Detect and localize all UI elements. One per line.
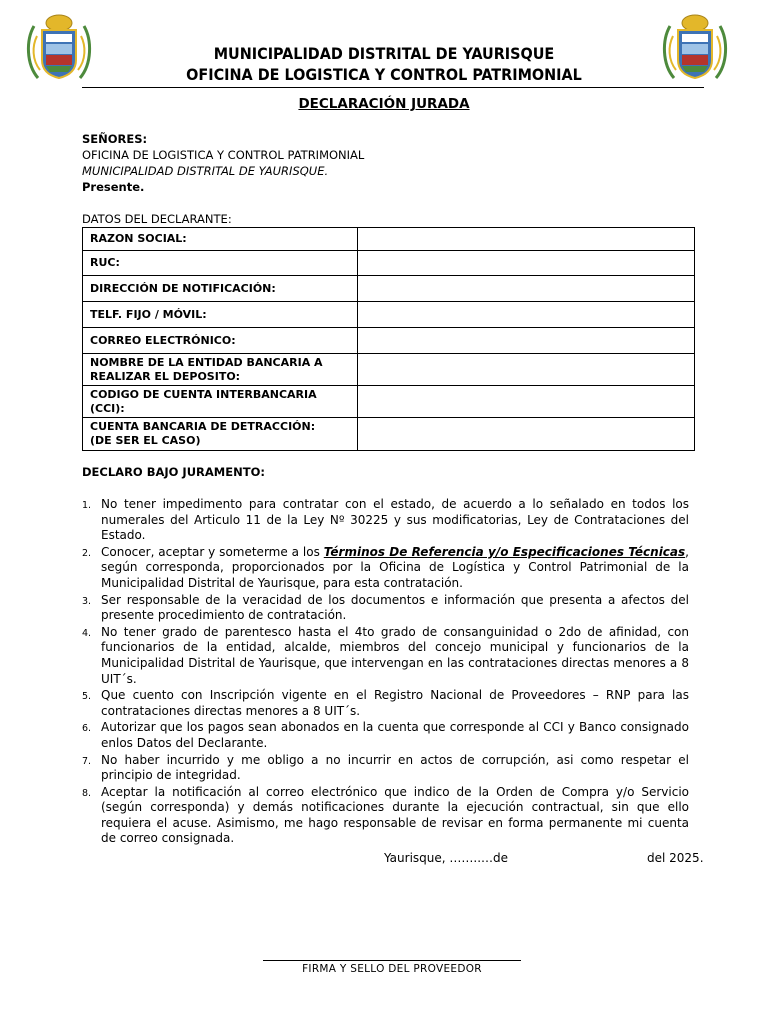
list-item: 7. No haber incurrido y me obligo a no incurrir en actos de corrupción, asi como respetar el principio de integridad. — [82, 752, 689, 783]
declarant-table — [82, 227, 695, 451]
detraction-account-field[interactable] — [358, 418, 695, 451]
year-text: del 2025. — [647, 851, 704, 865]
signature-label: FIRMA Y SELLO DEL PROVEEDOR — [302, 963, 482, 975]
row-label: CORREO ELECTRÓNICO: — [83, 328, 358, 354]
table-row — [83, 276, 695, 302]
addressee-municipality: MUNICIPALIDAD DISTRITAL DE YAURISQUE. — [82, 164, 329, 178]
addressee-presente: Presente. — [82, 180, 145, 194]
municipality-name: MUNICIPALIDAD DISTRITAL DE YAURISQUE — [213, 44, 555, 63]
cci-field[interactable] — [358, 386, 695, 418]
addressee-greeting: SEÑORES: — [82, 132, 148, 146]
email-field[interactable] — [358, 328, 695, 354]
bank-name-field[interactable] — [358, 354, 695, 386]
table-row — [83, 354, 695, 386]
list-item: 8. Aceptar la notificación al correo electrónico que indico de la Orden de Compra y/o Servicio (según corresponda) y demás notificaciones durante la ejecución contractual, sin que ello requiera el acuse. Asimismo, me hago responsable de revisar en forma permanente mi cuenta de correo consignada. — [82, 784, 689, 846]
table-row — [83, 386, 695, 418]
oath-heading: DECLARO BAJO JURAMENTO: — [82, 465, 265, 479]
declarant-heading: DATOS DEL DECLARANTE: — [82, 212, 232, 226]
row-label: RAZON SOCIAL: — [83, 228, 358, 251]
row-label: CUENTA BANCARIA DE DETRACCIÓN: (DE SER EL CASO) — [83, 418, 358, 451]
row-label: CODIGO DE CUENTA INTERBANCARIA (CCI): — [83, 386, 358, 418]
table-row — [83, 418, 695, 451]
list-item: 1. No tener impedimento para contratar con el estado, de acuerdo a lo señalado en todos los numerales del Articulo 11 de la Ley Nº 30225 y sus modificatorias, Ley de Contrataciones del Estado. — [82, 497, 689, 543]
razon-social-field[interactable] — [358, 228, 695, 251]
row-label: TELF. FIJO / MÓVIL: — [83, 302, 358, 328]
header-divider — [82, 87, 704, 88]
ruc-field[interactable] — [358, 251, 695, 276]
list-item: 4. No tener grado de parentesco hasta el 4to grado de consanguinidad o 2do de afinidad, con funcionarios de la entidad, alcalde, miembros del concejo municipal y funcionarios de la Municipalidad Distrital de Yaurisque, que intervengan en las contrataciones directas menores a 8 UIT´s. — [82, 624, 689, 686]
table-row — [83, 228, 695, 251]
row-label: DIRECCIÓN DE NOTIFICACIÓN: — [83, 276, 358, 302]
address-field[interactable] — [358, 276, 695, 302]
declaration-list — [82, 497, 689, 848]
phone-field[interactable] — [358, 302, 695, 328]
row-label: NOMBRE DE LA ENTIDAD BANCARIA A REALIZAR EL DEPOSITO: — [83, 354, 358, 386]
document-title: DECLARACIÓN JURADA — [298, 96, 470, 112]
list-item: 2. Conocer, aceptar y someterme a los Términos De Referencia y/o Especificaciones Técnicas, según corresponda, proporcionados por la Oficina de Logística y Control Patrimonial de la Municipalidad Distrital de Yaurisque, para esta contratación. — [82, 544, 689, 590]
signature-line — [263, 960, 521, 961]
place-date: Yaurisque, ……..…de — [384, 851, 509, 865]
office-name: OFICINA DE LOGISTICA Y CONTROL PATRIMONIAL — [186, 65, 582, 84]
table-row — [83, 328, 695, 354]
list-item: 6. Autorizar que los pagos sean abonados en la cuenta que corresponde al CCI y Banco consignado enlos Datos del Declarante. — [82, 720, 689, 750]
terms-reference: Términos De Referencia y/o Especificaciones Técnicas — [323, 544, 686, 559]
table-row — [83, 251, 695, 276]
table-row — [83, 302, 695, 328]
addressee-office: OFICINA DE LOGISTICA Y CONTROL PATRIMONIAL — [82, 148, 365, 162]
list-item: 5. Que cuento con Inscripción vigente en el Registro Nacional de Proveedores – RNP para las contrataciones directas menores a 8 UIT´s. — [82, 688, 689, 718]
row-label: RUC: — [83, 251, 358, 276]
list-item: 3. Ser responsable de la veracidad de los documentos e información que presenta a afectos del presente procedimiento de contratación. — [82, 592, 689, 623]
